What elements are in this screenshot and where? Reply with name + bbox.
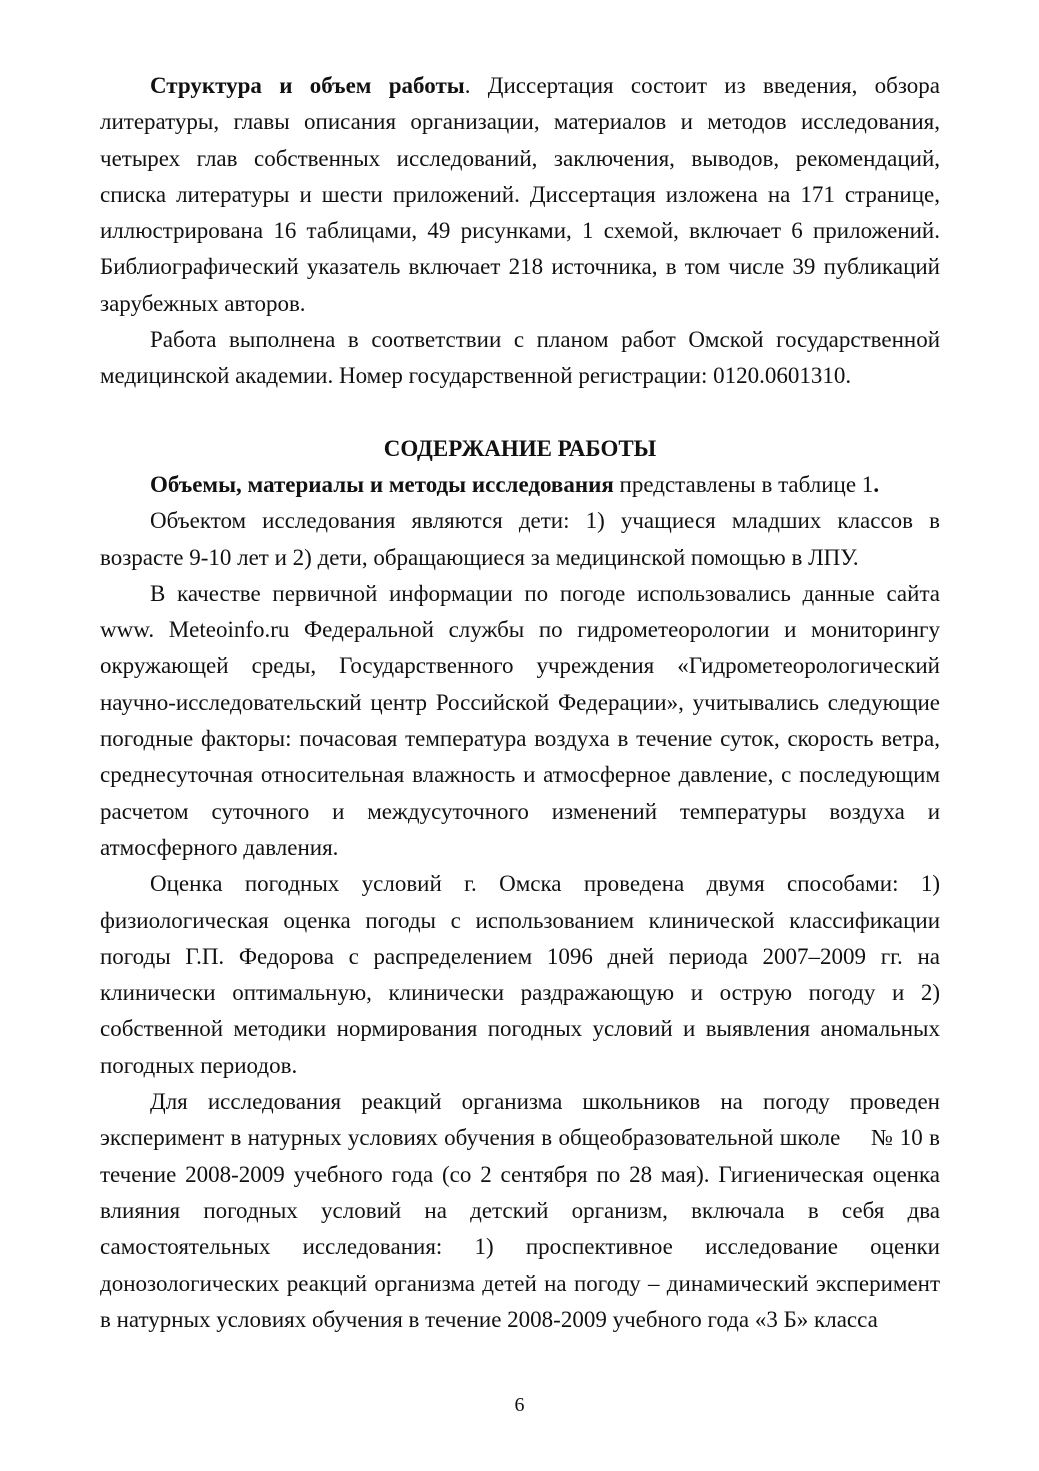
- registration-paragraph: Работа выполнена в соответствии с планом работ Омской государственной медицинской академии. Номер государственной регистрации: 0120.0601310.: [100, 327, 940, 389]
- volumes-end-mark: .: [873, 471, 880, 497]
- document-page: [100, 68, 940, 1338]
- object-paragraph: Объектом исследования являются дети: 1) учащиеся младших классов в возрасте 9-10 лет и 2) дети, обращающиеся за медицинской помощью в ЛПУ.: [100, 508, 940, 570]
- volumes-heading: Объемы, материалы и методы исследования: [150, 471, 614, 497]
- experiment-text-part2: в течение 2008-2009 учебного года (со 2 сентября по 28 мая). Гигиеническая оценка влияния погодных условий на детский организм, включала в себя два самостоятельных исследования: 1) проспективное исследование оценки донозологических реакций организма детей на погоду – динамический эксперимент в натурных условиях обучения в течение 2008-2009 учебного года «3 Б» класса: [100, 1125, 941, 1332]
- structure-paragraph: [100, 68, 940, 322]
- volumes-text: представлены в таблице 1: [613, 471, 874, 497]
- weather-source-paragraph: В качестве первичной информации по погоде использовались данные сайта www. Meteoinfo.ru Федеральной службы по гидрометеорологии и мониторингу окружающей среды, Государственного учреждения «Гидрометеорологический научно-исследовательский центр Российской Федерации», учитывались следующие погодные факторы: почасовая температура воздуха в течение суток, скорость ветра, среднесуточная относительная влажность и атмосферное давление, с последующим расчетом суточного и междусуточного изменений температуры воздуха и атмосферного давления.: [100, 580, 940, 860]
- experiment-text-part1: Для исследования реакций организма школьников на погоду проведен эксперимент в натурных условиях обучения в общеобразовательной школе: [100, 1089, 940, 1151]
- assessment-paragraph: Оценка погодных условий г. Омска проведена двумя способами: 1) физиологическая оценка погоды с использованием клинической классификации погоды Г.П. Федорова с распределением 1096 дней периода 2007–2009 гг. на клинически оптимальную, клинически раздражающую и острую погоду и 2) собственной методики нормирования погодных условий и выявления аномальных погодных периодов.: [100, 871, 940, 1078]
- volumes-paragraph: [100, 467, 940, 503]
- school-number: № 10: [870, 1125, 923, 1151]
- structure-text: . Диссертация состоит из введения, обзора литературы, главы описания организации, материалов и методов исследования, четырех глав собственных исследований, заключения, выводов, рекомендаций, списка литературы и шести приложений. Диссертация изложена на 171 странице, иллюстрирована 16 таблицами, 49 рисунками, 1 схемой, включает 6 приложений. Библиографический указатель включает 218 источника, в том числе 39 публикаций зарубежных авторов.: [100, 73, 940, 316]
- experiment-paragraph: [100, 1084, 940, 1338]
- page-number: 6: [514, 1394, 525, 1416]
- structure-heading: Структура и объем работы: [150, 73, 465, 98]
- section-title: СОДЕРЖАНИЕ РАБОТЫ: [383, 435, 657, 461]
